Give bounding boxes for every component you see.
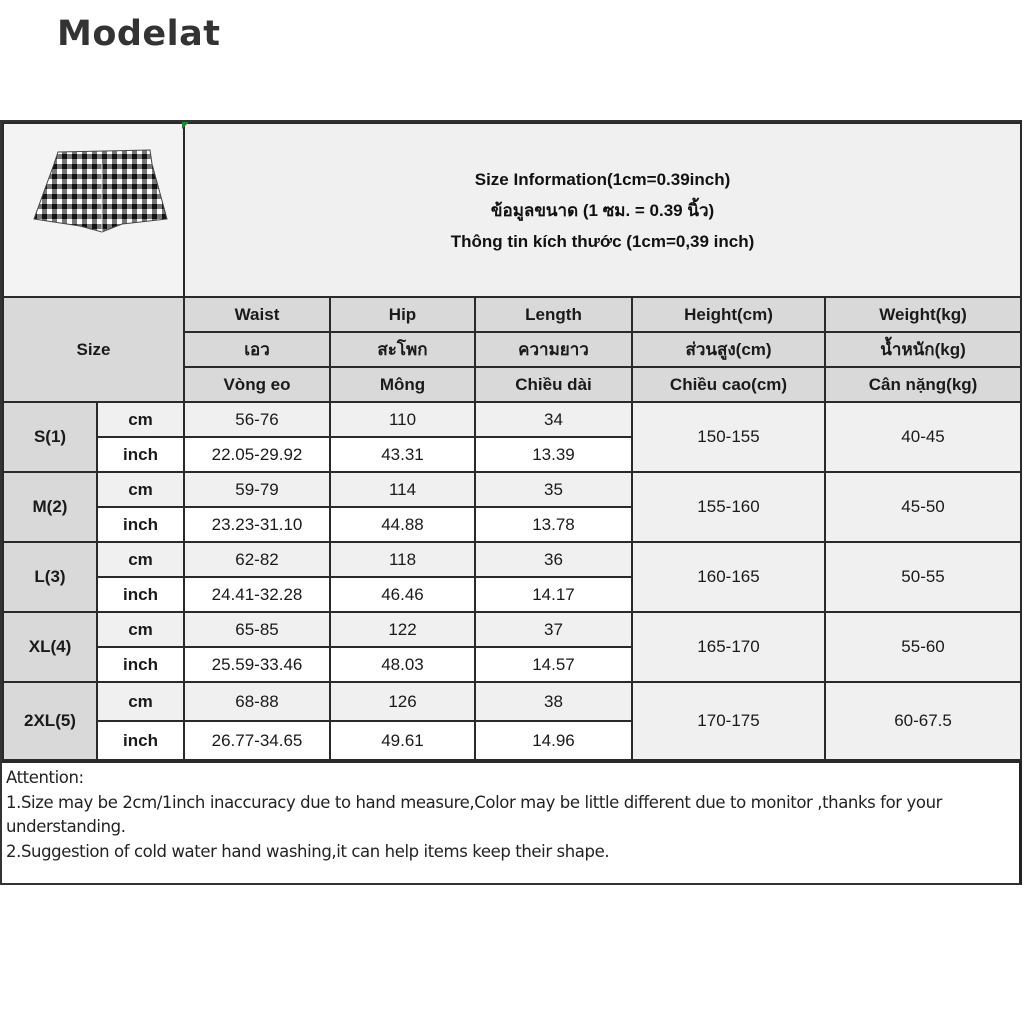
length-inch: 13.78 — [475, 507, 632, 542]
waist-inch: 23.23-31.10 — [184, 507, 330, 542]
info-line-vi: Thông tin kích thước (1cm=0,39 inch) — [450, 231, 755, 251]
attention-note-1: 1.Size may be 2cm/1inch inaccuracy due to hand measure,Color may be little different due to monitor ,thanks for your understanding. — [6, 792, 943, 836]
unit-cm: cm — [97, 402, 184, 437]
col-waist-th: เอว — [184, 332, 330, 367]
hip-inch: 48.03 — [330, 647, 475, 682]
size-label: M(2) — [3, 472, 97, 542]
length-inch: 14.17 — [475, 577, 632, 612]
hip-inch: 43.31 — [330, 437, 475, 472]
table-row-xl-cm — [3, 612, 1021, 647]
length-cm: 37 — [475, 612, 632, 647]
length-cm: 38 — [475, 682, 632, 721]
unit-cm: cm — [97, 682, 184, 721]
attention-notes — [2, 761, 1019, 883]
unit-cm: cm — [97, 472, 184, 507]
col-waist-en: Waist — [184, 297, 330, 332]
height-range: 155-160 — [632, 472, 825, 542]
col-height-vi: Chiều cao(cm) — [632, 367, 825, 402]
unit-cm: cm — [97, 542, 184, 577]
corner-mark-icon — [182, 122, 189, 129]
unit-inch: inch — [97, 577, 184, 612]
hip-cm: 114 — [330, 472, 475, 507]
size-chart — [0, 120, 1022, 885]
brand-title: Modelat — [57, 14, 221, 54]
size-label: S(1) — [3, 402, 97, 472]
hip-cm: 118 — [330, 542, 475, 577]
waist-cm: 62-82 — [184, 542, 330, 577]
col-height-th: ส่วนสูง(cm) — [632, 332, 825, 367]
size-label: 2XL(5) — [3, 682, 97, 760]
col-weight-th: น้ำหนัก(kg) — [825, 332, 1021, 367]
col-length-en: Length — [475, 297, 632, 332]
weight-range: 50-55 — [825, 542, 1021, 612]
length-inch: 14.96 — [475, 721, 632, 760]
waist-inch: 22.05-29.92 — [184, 437, 330, 472]
size-label: XL(4) — [3, 612, 97, 682]
waist-inch: 26.77-34.65 — [184, 721, 330, 760]
waist-cm: 56-76 — [184, 402, 330, 437]
hip-cm: 122 — [330, 612, 475, 647]
size-label: L(3) — [3, 542, 97, 612]
waist-inch: 25.59-33.46 — [184, 647, 330, 682]
col-height-en: Height(cm) — [632, 297, 825, 332]
length-inch: 13.39 — [475, 437, 632, 472]
attention-title: Attention: — [6, 768, 84, 787]
col-length-vi: Chiều dài — [475, 367, 632, 402]
hip-inch: 44.88 — [330, 507, 475, 542]
col-weight-vi: Cân nặng(kg) — [825, 367, 1021, 402]
table-row-s-cm — [3, 402, 1021, 437]
height-range: 150-155 — [632, 402, 825, 472]
unit-inch: inch — [97, 721, 184, 760]
length-cm: 34 — [475, 402, 632, 437]
length-cm: 35 — [475, 472, 632, 507]
col-hip-en: Hip — [330, 297, 475, 332]
unit-inch: inch — [97, 437, 184, 472]
unit-inch: inch — [97, 647, 184, 682]
hip-inch: 49.61 — [330, 721, 475, 760]
col-length-th: ความยาว — [475, 332, 632, 367]
table-row-2xl-cm — [3, 682, 1021, 721]
waist-cm: 68-88 — [184, 682, 330, 721]
gingham-shorts-image — [22, 144, 172, 244]
length-inch: 14.57 — [475, 647, 632, 682]
col-waist-vi: Vòng eo — [184, 367, 330, 402]
weight-range: 40-45 — [825, 402, 1021, 472]
attention-note-2: 2.Suggestion of cold water hand washing,it can help items keep their shape. — [6, 841, 610, 861]
height-range: 165-170 — [632, 612, 825, 682]
col-hip-th: สะโพก — [330, 332, 475, 367]
waist-cm: 65-85 — [184, 612, 330, 647]
length-cm: 36 — [475, 542, 632, 577]
unit-inch: inch — [97, 507, 184, 542]
table-row-l-cm — [3, 542, 1021, 577]
table-row-m-cm — [3, 472, 1021, 507]
hip-inch: 46.46 — [330, 577, 475, 612]
weight-range: 45-50 — [825, 472, 1021, 542]
waist-inch: 24.41-32.28 — [184, 577, 330, 612]
weight-range: 55-60 — [825, 612, 1021, 682]
waist-cm: 59-79 — [184, 472, 330, 507]
size-header: Size — [3, 297, 184, 402]
col-weight-en: Weight(kg) — [825, 297, 1021, 332]
unit-cm: cm — [97, 612, 184, 647]
weight-range: 60-67.5 — [825, 682, 1021, 760]
info-line-en: Size Information(1cm=0.39inch) — [474, 169, 731, 189]
height-range: 160-165 — [632, 542, 825, 612]
hip-cm: 110 — [330, 402, 475, 437]
hip-cm: 126 — [330, 682, 475, 721]
height-range: 170-175 — [632, 682, 825, 760]
product-image-cell — [3, 123, 184, 297]
size-table — [2, 122, 1022, 761]
info-line-th: ข้อมูลขนาด (1 ซม. = 0.39 นิ้ว) — [490, 200, 715, 220]
col-hip-vi: Mông — [330, 367, 475, 402]
size-information-title — [184, 123, 1021, 297]
